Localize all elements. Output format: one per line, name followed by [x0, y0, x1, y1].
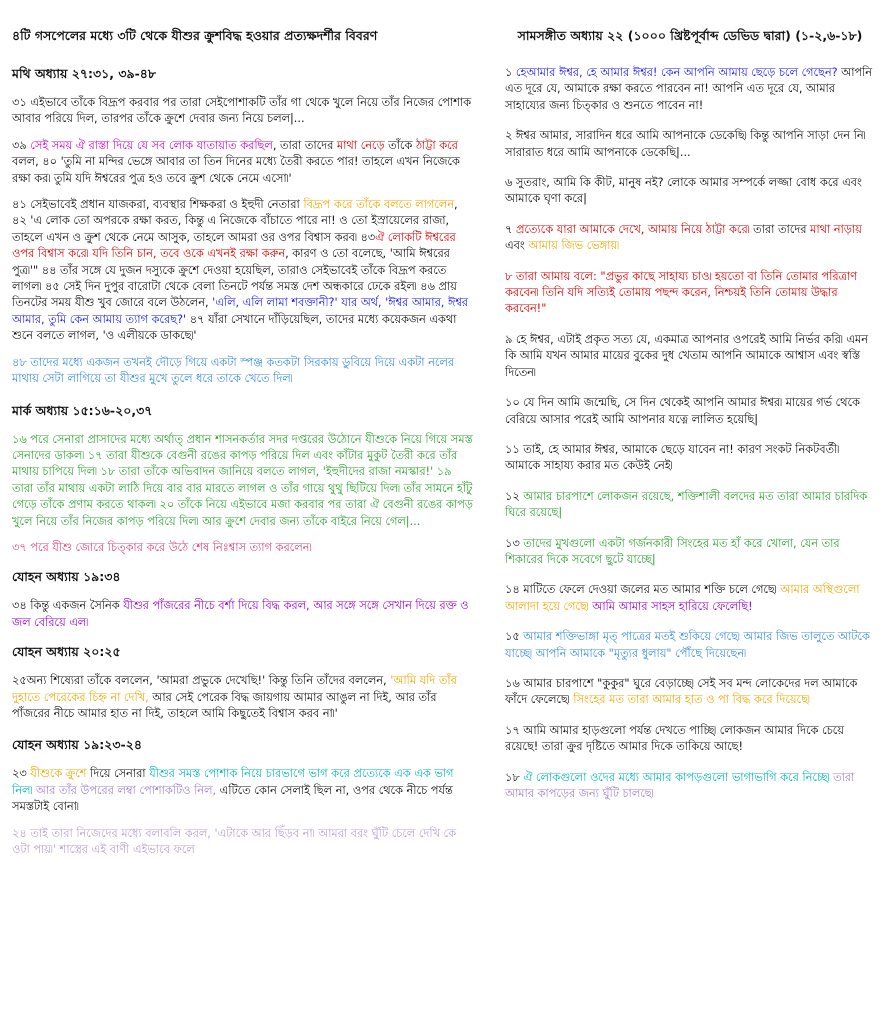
- verse-paragraph: [505, 442, 875, 475]
- verse-text: ১০ যে দিন আমি জন্মেছি, সে দিন থেকেই আপনি আমার ঈশ্বর৷ মায়ের গর্ভ থেকে বেরিয়ে আসার পরেই আমি আপনার যত্নে লালিত হয়েছি|: [505, 396, 860, 426]
- verse-text: ৩৪ কিন্তু একজন সৈনিক: [12, 599, 124, 613]
- verse-text: ৪৮ তাদের মধ্যে একজন তখনই দৌড়ে গিয়ে একটা স্পঞ্জ কতকটা সিরকায় ডুবিয়ে দিয়ে একটা নলের মাথায় সেটা লাগিয়ে তা যীশুর মুখে তুলে ধরে তাকে খেতে দিল৷: [12, 355, 455, 386]
- verse-paragraph: [12, 598, 474, 631]
- verse-paragraph: [12, 197, 474, 345]
- psalm-column-title: সামসঙ্গীত অধ্যায় ২২ (১০০০ খ্রিষ্টপূর্বাব্দ ডেভিড দ্বারা) (১-২,৬-১৮): [517, 28, 863, 43]
- verse-text: ২৩: [12, 767, 31, 781]
- verse-text: যীশুর সমস্ত পোশাক নিয়ে চারভাগে ভাগ করে প্রত্যেকে এক এক ভাগ নিল৷: [12, 767, 454, 797]
- verse-text: ১৮: [505, 770, 524, 784]
- verse-text: ১২: [505, 489, 524, 503]
- verse-text: বলল, ৪০ 'তুমি না মন্দির ভেঙ্গে আবার তা তিন দিনের মধ্যে তৈরী করতে পার! তাহলে এখন নিজেকে রক্ষা কর৷ তুমি যদি ঈশ্বরের পুত্র হও তবে ক্রুশ থেকে নেমে এসো৷': [12, 155, 460, 185]
- verse-paragraph: [12, 766, 474, 815]
- verse-text: ৯ হে ঈশ্বর, এটাই প্রকৃত সত্য যে, একমাত্র আপনার ওপরেই আমি নির্ভর করি৷ এমন কি আমি যখন আমার মায়ের বুকের দুধ খেতাম আপনি আমাকে আশ্বাস এবং স্বস্তি দিতেন৷: [505, 332, 868, 379]
- verse-paragraph: [505, 770, 875, 803]
- verse-text: ৮ তারা আমায় বলে: "প্রভুর কাছে সাহায্য চাও৷ হয়তো বা তিনি তোমার পরিত্রাণ করবেন৷ তিনি যদি সত্যিই তোমায় পছন্দ করেন, নিশ্চয়ই তিনি তোমায় উদ্ধার করবেন!": [505, 269, 857, 316]
- verse-text: তারা আমার কাপড়ের জন্য ঘুঁটি চালছে৷: [505, 770, 855, 800]
- verse-text: আর তাঁর উপরের লম্বা পোশাকটিও নিল,: [32, 783, 217, 797]
- verse-paragraph: [505, 65, 875, 114]
- verse-text: ১: [505, 66, 516, 79]
- section-heading: মার্ক অধ্যায় ১৫:১৬-২০,৩৭: [12, 402, 153, 418]
- verse-text: ১৬ আমার চারপাশে "কুকুর" ঘুরে বেড়াচ্ছে৷ সেই সব মন্দ লোকেদের দল আমাকে ফাঁদে ফেলেছে৷: [505, 676, 858, 707]
- verse-paragraph: [505, 489, 875, 522]
- verse-text: ২৪ তাই তারা নিজেদের মধ্যে বলাবলি করল, 'এটাকে আর ছিঁড়ব না৷ আমরা বরং ঘুঁটি চেলে দেখি কে ওটা পায়৷' শাস্ত্রের এই বাণী এইভাবে ফলে: [12, 826, 457, 856]
- verse-paragraph: [505, 175, 875, 208]
- verse-text: , তারা তাদের: [272, 138, 337, 152]
- verse-text: আমি আমার সাহস হারিয়ে ফেলেছি!: [588, 599, 753, 613]
- verse-paragraph: [505, 332, 875, 381]
- verse-text: ১১ তাই, হে আমার ঈশ্বর, আমাকে ছেড়ে যাবেন না! কারণ সংকট নিকটবর্তী৷ আমাকে সাহায্য করার মত কেউই নেই৷: [505, 442, 840, 473]
- verse-paragraph: [12, 355, 474, 388]
- verse-paragraph: [12, 95, 474, 128]
- verse-text: ৬ সুতরাং, আমি কি কীট, মানুষ নই? লোকে আমার সম্পর্কে লজ্জা বোধ করে এবং আমাকে ঘৃণা করে|: [505, 176, 862, 206]
- verse-text: সিংহের মত তারা আমার হাত ও পা বিদ্ধ করে দিয়েছে৷: [573, 693, 810, 707]
- verse-text: ২৫অন্য শিষ্যেরা তাঁকে বললেন, 'আমরা প্রভুকে দেখেছি!' কিন্তু তিনি তাঁদের বললেন,: [12, 674, 391, 688]
- verse-text: আমার শক্তিভাঙ্গা মৃত্ পাত্রের মতই শুকিয়ে গেছে৷ আমার জিভ তালুতে আটকে যাচ্ছে৷ আপনি আমাকে "মৃত্যুর ধুলায়" পৌঁছে দিয়েছেন৷: [505, 630, 870, 660]
- verse-text: ১৭ আমি আমার হাড়গুলো পর্যন্ত দেখতে পাচ্ছি৷ লোকজন আমার দিকে চেয়ে রয়েছে! তারা ক্রুর দৃষ্টিতে আমার দিকে তাকিয়ে আছে!: [505, 723, 844, 754]
- verse-text: 'আমি যদি তাঁর দুহাতে পেরেকের চিহ্ন না দেখি,: [12, 674, 457, 704]
- verse-paragraph: [12, 826, 474, 859]
- gospel-sections: [12, 65, 474, 858]
- verse-text: সেই সময় ঐ রাস্তা দিয়ে যে সব লোক যাতায়াত করছিল: [30, 138, 273, 152]
- verse-paragraph: [505, 582, 875, 615]
- verse-text: এবং: [505, 239, 529, 253]
- verse-text: ঐ লোকগুলো ওদের মধ্যে আমার কাপড়গুলো ভাগাভাগি করে নিচ্ছে৷: [523, 770, 830, 784]
- section-heading: মথি অধ্যায় ২৭:৩১, ৩৯-৪৮: [12, 66, 157, 81]
- gospel-column-title: ৪টি গসপেলের মধ্যে ৩টি থেকে যীশুর ক্রুশবিদ্ধ হওয়ার প্রত্যক্ষদর্শীর বিবরণ: [12, 28, 378, 43]
- verse-text: 'এলি, এলি লামা শবক্তানী?' যার অর্থ, 'ঈশ্বর আমার, ঈশ্বর আমার, তুমি কেন আমায় ত্যাগ করেছ?': [12, 296, 469, 326]
- verse-text: আপনি এত দূরে যে, আমাকে রক্ষা করতে পারবেন না! আপনি এত দূরে যে, আমার সাহায্যের জন্য চিত্কার ও শুনতে পাবেন না!: [505, 66, 872, 112]
- verse-text: ৪৭ যাঁরা সেখানে দাঁড়িয়েছিল, তাদের মধ্যে কয়েকজন একথা শুনে বলতে লাগল, 'ও এলীয়কে ডাকছে৷': [12, 312, 457, 343]
- verse-text: ঐ লোকটি ঈশ্বরের ওপর বিশ্বাস করে৷ যদি তিনি চান, তবে ওকে এখনই রক্ষা করুন: [12, 230, 456, 261]
- verse-text: তারা তাদের: [749, 222, 811, 236]
- verse-text: ৩১ এইভাবে তাঁকে বিদ্রূপ করবার পর তারা সেইপোশাকটি তাঁর গা থেকে খুলে নিয়ে তাঁর নিজের পোশাক আবার পরিয়ে দিল, তারপর তাঁকে ক্রুশে দেবার জন্য নিয়ে চলল|...: [12, 96, 471, 126]
- verse-text: আমার চারপাশে লোকজন রয়েছে, শক্তিশালী বলদের মত তারা আমার চারদিক ঘিরে রয়েছে|: [505, 489, 868, 520]
- verse-text: এটিতে কোন সেলাই ছিল না, ওপর থেকে নীচে পর্যন্ত সমস্তটাই বোনা৷: [12, 783, 453, 814]
- section-heading: যোহন অধ্যায় ২০:২৫: [12, 644, 121, 660]
- verse-text: ২ ঈশ্বর আমার, সারাদিন ধরে আমি আপনাকে ডেকেছি৷ কিন্তু আপনি সাড়া দেন নি৷ সারারাত ধরে আমি আপনাকে ডেকেছি|...: [505, 129, 866, 159]
- verse-text: তাঁকে: [384, 138, 416, 152]
- verse-text: ৩৭ পরে যীশু জোরে চিত্কার করে উঠে শেষ নিঃশ্বাস ত্যাগ করলেন৷: [12, 540, 312, 554]
- verse-text: মাথা নেড়ে: [336, 138, 385, 152]
- verse-text: যীশুর পাঁজরের নীচে বর্শা দিয়ে বিদ্ধ করল, আর সঙ্গে সঙ্গে সেখান দিয়ে রক্ত ও জল বেরিয়ে এল৷: [12, 599, 469, 629]
- verse-text: তাদের মুখগুলো একটা গর্জনকারী সিংহের মত হাঁ করে খোলা, যেন তার শিকারের দিকে সবেগে ছুটে যাচ্ছে|: [505, 536, 840, 566]
- verse-paragraph: [12, 432, 474, 530]
- verse-paragraph: [505, 395, 875, 428]
- verse-paragraph: [12, 540, 474, 556]
- section-heading: যোহন অধ্যায় ১৯:২৩-২৪: [12, 737, 142, 753]
- section-heading: যোহন অধ্যায় ১৯:৩৪: [12, 569, 121, 585]
- verse-text: ৩৯: [12, 138, 31, 152]
- verse-text: বিদ্রূপ করে তাঁকে বলতে লাগলেন: [303, 198, 454, 212]
- verse-paragraph: [505, 536, 875, 569]
- verse-paragraph: [505, 676, 875, 709]
- verse-text: ঠাট্টা করে: [415, 138, 458, 152]
- verse-text: আর সেই পেরেক বিদ্ধ জায়গায় আমার আঙুল না দিই, আর তাঁর পাঁজরের নীচে আমার হাত না দিই, তাহলে আমি কিছুতেই বিশ্বাস করব না৷': [12, 690, 437, 720]
- verse-text: আমার অস্থিগুলো আলাদা হয়ে গেছে৷: [505, 583, 860, 613]
- verse-text: হেআমার ঈশ্বর, হে আমার ঈশ্বর! কেন আপনি আমায় ছেড়ে চলে গেছেন?: [515, 66, 838, 79]
- verse-text: , ৪২ 'এ লোক তো অপরকে রক্ষা করত, কিন্তু এ নিজেকে বাঁচাতে পারে না! ও তো ইস্রায়েলের রাজা, তাহলে এখন ও ক্রুশ থেকে নেমে আসুক, তাহলে আমরা ওর ওপর বিশ্বাস করব৷ ৪৩: [12, 198, 458, 244]
- verse-paragraph: [12, 673, 474, 722]
- gospel-column: [12, 0, 474, 858]
- verse-text: ৪১ সেইভাবেই প্রধান যাজকরা, ব্যবস্থার শিক্ষকরা ও ইহুদী নেতারা: [12, 198, 304, 212]
- verse-paragraph: [505, 222, 875, 255]
- verse-paragraph: [505, 128, 875, 161]
- verse-text: দিয়ে সেনারা: [86, 767, 150, 781]
- verse-text: আমায় জিভ ভেঙ্গায়৷: [528, 239, 619, 253]
- verse-paragraph: [12, 138, 474, 187]
- verse-paragraph: [505, 629, 875, 662]
- verse-text: মাথা নাড়ায়: [810, 222, 862, 236]
- verse-text: ১৬ পরে সেনারা প্রাসাদের মধ্যে অর্থাত্ প্রধান শাসনকর্তার সদর দপ্তরের উঠোনে যীশুকে নিয়ে গিয়ে সমস্ত সেনাদের ডাকল৷ ১৭ তারা যীশুকে বেগুনী রঙের কাপড় পরিয়ে দিল এবং কাঁটার মুকুট তৈরী করে তাঁর মাথায় চাপিয়ে দিল৷ ১৮ তারা তাঁকে অভিবাদন জানিয়ে বলতে লাগল, 'ইহুদীদের রাজা নমস্কার!' ১৯ তারা তাঁর মাথায় একটা লাঠি দিয়ে বার বার মারতে লাগল ও তাঁর গায়ে থুথু ছিটিয়ে দিল৷ তাঁর সামনে হাঁটু গেড়ে তাঁকে প্রণাম করতে থাকল৷ ২০ তাঁকে নিয়ে এইভাবে মজা করবার পর তারা ঐ বেগুনী রঙের কাপড় খুলে নিয়ে তাঁর নিজের কাপড় পরিয়ে দিল৷ আর ক্রুশে দেবার জন্য তাঁকে বাইরে নিয়ে গেল|...: [12, 432, 473, 528]
- verse-text: যীশুকে ক্রুশে: [30, 767, 87, 781]
- verse-paragraph: [505, 723, 875, 756]
- verse-text: ১৫: [505, 630, 524, 644]
- verse-text: ১৩: [505, 536, 524, 550]
- verse-text: ৭: [505, 222, 516, 236]
- psalm-paragraphs: [505, 65, 875, 802]
- verse-text: ১৪ মাটিতে ফেলে দেওয়া জলের মত আমার শক্তি চলে গেছে৷: [505, 583, 781, 597]
- verse-text: প্রত্যেকে যারা আমাকে দেখে, আমায় নিয়ে ঠাট্টা করে৷: [515, 222, 750, 236]
- psalm-column: [505, 0, 875, 802]
- verse-paragraph: [505, 269, 875, 318]
- verse-text: , কারণ ও তো বলেছে, 'আমি ঈশ্বরের পুত্র৷'" ৪৪ তাঁর সঙ্গে যে দুজন দস্যুকে ক্রুশে দেওয়া হয়েছিল, তারাও সেইভাবেই তাঁকে বিদ্রূপ করতে লাগল৷ ৪৫ সেই দিন দুপুর বারোটা থেকে বেলা তিনটে পর্যন্ত সমস্ত দেশ অন্ধকারে ঢেকে রইল৷ ৪৬ প্রায় তিনটের সময় যীশু খুব জোরে বলে উঠলেন,: [12, 247, 457, 310]
